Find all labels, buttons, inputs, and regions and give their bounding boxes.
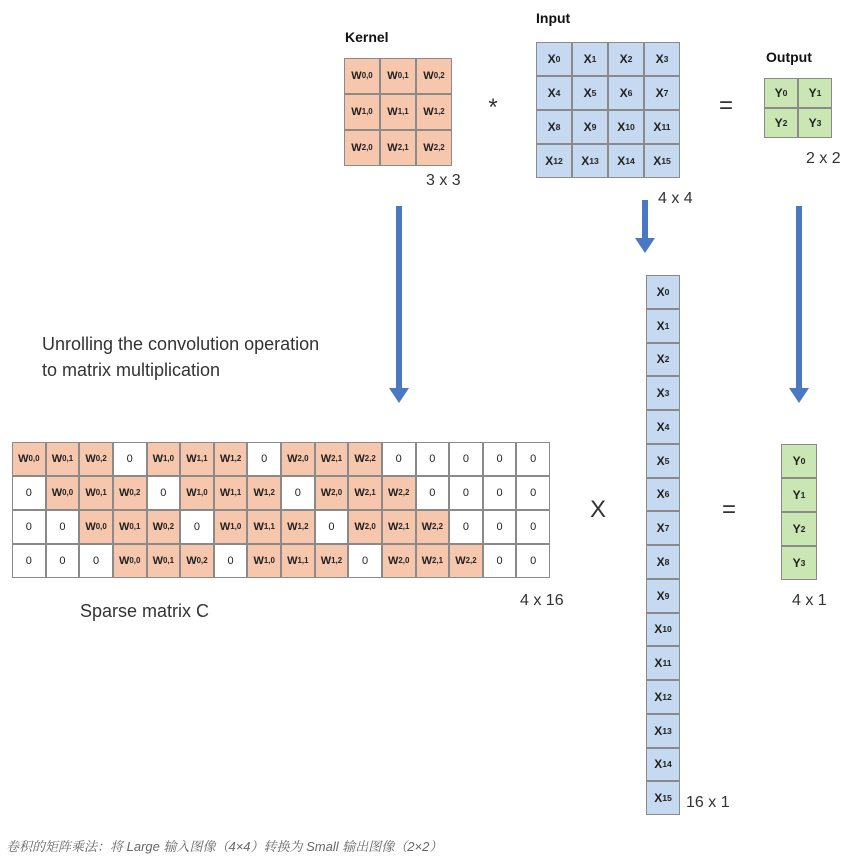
input-cell-base: X: [619, 52, 628, 66]
input-cell-base: X: [619, 86, 628, 100]
sparse-cell-base: 0: [395, 453, 402, 465]
sparse-cell-base: W: [354, 453, 365, 465]
kernel-cell: W 1,1: [380, 94, 416, 130]
sparse-cell: W 1,0: [214, 510, 248, 544]
x-vector-cell-base: X: [656, 419, 665, 434]
sparse-cell-base: W: [51, 453, 63, 465]
sparse-cell: W 0,0: [12, 442, 46, 476]
sparse-cell: W 2,1: [416, 544, 450, 578]
sparse-cell-base: W: [186, 555, 197, 567]
x-vector-size-label: 16 x 1: [686, 794, 730, 811]
sparse-cell: W 1,0: [180, 476, 214, 510]
sparse-cell-base: 0: [496, 453, 503, 465]
x-vector-cell-base: X: [656, 318, 665, 333]
sparse-cell: [12, 476, 46, 510]
y-vector-cell: Y 2: [781, 512, 817, 546]
sparse-cell-base: 0: [462, 487, 469, 499]
sparse-cell-base: W: [287, 555, 298, 567]
sparse-cell-base: 0: [462, 453, 469, 465]
sparse-cell: W 0,1: [113, 510, 147, 544]
sparse-cell-base: 0: [59, 555, 66, 567]
x-vector-cell: X 7: [646, 511, 680, 545]
sparse-cell-base: 0: [530, 487, 537, 499]
x-vector-cell-base: X: [656, 521, 665, 536]
kernel-title: Kernel: [345, 29, 389, 45]
x-vector-cell-base: X: [656, 588, 665, 603]
sparse-cell-base: W: [354, 521, 365, 533]
sparse-cell-base: 0: [530, 521, 537, 533]
kernel-cell-base: W: [423, 142, 434, 154]
kernel-cell-base: W: [423, 70, 434, 82]
input-cell: X 6: [608, 76, 644, 110]
y-vector-cell: Y 1: [781, 478, 817, 512]
input-cell-base: X: [547, 120, 556, 134]
sparse-cell: [214, 544, 248, 578]
sparse-cell: W 2,2: [348, 442, 382, 476]
input-cell-base: X: [581, 154, 590, 168]
x-vector-cell-base: X: [656, 352, 665, 367]
sparse-cell: W 1,2: [281, 510, 315, 544]
sparse-cell-base: W: [118, 555, 130, 567]
sparse-cell-base: 0: [160, 487, 167, 499]
sparse-cell-base: 0: [25, 555, 32, 567]
sparse-cell: [483, 442, 517, 476]
sparse-cell: W 0,0: [46, 476, 80, 510]
kernel-cell: W 2,2: [416, 130, 452, 166]
sparse-cell-base: W: [320, 487, 332, 499]
input-cell-base: X: [545, 154, 554, 168]
sparse-cell-base: 0: [496, 521, 503, 533]
x-vector-cell-base: X: [656, 554, 665, 569]
sparse-cell: [516, 544, 550, 578]
x-vector-cell-base: X: [656, 386, 665, 401]
input-cell-base: X: [583, 120, 592, 134]
annotation-line-1: Unrolling the convolution operation: [42, 334, 320, 354]
output-cell: Y 1: [798, 78, 832, 108]
sparse-cell: W 2,2: [449, 544, 483, 578]
kernel-cell-base: W: [387, 106, 398, 118]
sparse-cell: W 1,0: [247, 544, 281, 578]
kernel-cell: W 2,1: [380, 130, 416, 166]
input-cell: X 0: [536, 42, 572, 76]
input-cell: X 3: [644, 42, 680, 76]
x-vector-cell-base: X: [654, 656, 663, 671]
sparse-cell: W 0,1: [79, 476, 113, 510]
sparse-cell-base: 0: [93, 555, 100, 567]
sparse-cell-base: W: [118, 521, 130, 533]
sparse-cell: W 0,0: [113, 544, 147, 578]
sparse-cell-base: W: [152, 555, 163, 567]
sparse-cell: W 0,2: [147, 510, 181, 544]
sparse-cell-base: 0: [429, 487, 436, 499]
sparse-cell-base: W: [387, 555, 399, 567]
sparse-cell: W 2,0: [315, 476, 349, 510]
x-vector-cell: X 6: [646, 478, 680, 512]
output-size-label: 2 x 2: [806, 150, 841, 167]
sparse-cell: [79, 544, 113, 578]
equals-operator-top: =: [718, 92, 733, 119]
sparse-cell-base: W: [85, 487, 96, 499]
sparse-cell: [46, 510, 80, 544]
x-vector-cell-base: X: [654, 689, 663, 704]
sparse-cell: W 2,1: [382, 510, 416, 544]
output-title: Output: [766, 49, 812, 65]
kernel-cell-base: W: [351, 106, 362, 118]
kernel-cell-base: W: [423, 106, 434, 118]
sparse-cell: [382, 442, 416, 476]
x-vector-cell: X 10: [646, 613, 680, 647]
input-cell-base: X: [653, 120, 662, 134]
x-vector-cell-base: X: [654, 757, 663, 772]
input-cell-base: X: [547, 86, 556, 100]
sparse-cell-base: W: [152, 453, 163, 465]
sparse-cell: [416, 442, 450, 476]
sparse-cell-base: W: [186, 453, 197, 465]
input-cell: X 9: [572, 110, 608, 144]
output-cell: Y 3: [798, 108, 832, 138]
figure-caption: 卷积的矩阵乘法：将 Large 输入图像（4×4）转换为 Small 输出图像（2×2）: [6, 839, 443, 854]
sparse-cell: W 1,1: [180, 442, 214, 476]
sparse-cell: [516, 442, 550, 476]
sparse-cell: [12, 544, 46, 578]
x-vector-cell: X 0: [646, 275, 680, 309]
sparse-cell: W 1,1: [214, 476, 248, 510]
input-cell: X 5: [572, 76, 608, 110]
input-cell-base: X: [655, 52, 664, 66]
sparse-cell: W 1,2: [247, 476, 281, 510]
sparse-cell-base: W: [320, 453, 332, 465]
sparse-cell: [348, 544, 382, 578]
x-vector-cell: X 15: [646, 781, 680, 815]
sparse-size-label: 4 x 16: [520, 592, 564, 609]
sparse-cell-base: 0: [362, 555, 369, 567]
sparse-cell: W 2,0: [382, 544, 416, 578]
sparse-cell: W 2,0: [281, 442, 315, 476]
input-size-label: 4 x 4: [658, 190, 693, 207]
sparse-cell: W 2,1: [315, 442, 349, 476]
sparse-cell: [483, 510, 517, 544]
input-cell: X 10: [608, 110, 644, 144]
kernel-cell: W 1,0: [344, 94, 380, 130]
sparse-cell: [449, 476, 483, 510]
sparse-cell-base: 0: [25, 521, 32, 533]
sparse-cell-base: 0: [261, 453, 268, 465]
equals-operator-bottom: =: [721, 496, 736, 523]
sparse-cell: [315, 510, 349, 544]
x-vector-cell: X 3: [646, 376, 680, 410]
sparse-cell: W 2,0: [348, 510, 382, 544]
sparse-cell-base: W: [18, 453, 29, 465]
sparse-cell: [12, 510, 46, 544]
sparse-cell-base: W: [219, 521, 231, 533]
sparse-cell-base: W: [320, 555, 332, 567]
input-cell-base: X: [653, 154, 662, 168]
x-vector-cell-base: X: [654, 622, 663, 637]
sparse-cell-base: W: [354, 487, 365, 499]
sparse-cell-base: 0: [227, 555, 234, 567]
y-vector-cell: Y 3: [781, 546, 817, 580]
y-vector-cell: Y 0: [781, 444, 817, 478]
x-vector-cell: X 13: [646, 714, 680, 748]
sparse-cell-base: 0: [328, 521, 335, 533]
x-vector-cell-base: X: [654, 791, 663, 806]
sparse-cell: [46, 544, 80, 578]
sparse-cell-base: W: [152, 521, 163, 533]
arrow-input-down: [635, 200, 655, 253]
x-vector-cell-base: X: [656, 487, 665, 502]
sparse-cell-base: W: [253, 555, 264, 567]
input-cell: X 11: [644, 110, 680, 144]
sparse-cell: [483, 544, 517, 578]
sparse-cell: [449, 442, 483, 476]
y-vector: [781, 444, 817, 580]
y-vector-cell-base: Y: [792, 454, 801, 468]
output-cell: Y 2: [764, 108, 798, 138]
sparse-cell: [516, 510, 550, 544]
convolve-operator: *: [488, 94, 498, 121]
sparse-cell: W 1,1: [281, 544, 315, 578]
sparse-cell-base: 0: [496, 555, 503, 567]
y-vector-cell-base: Y: [792, 556, 801, 570]
x-vector-cell-base: X: [654, 723, 663, 738]
sparse-cell: W 0,1: [147, 544, 181, 578]
x-vector: [646, 275, 680, 815]
sparse-cell: W 0,2: [79, 442, 113, 476]
sparse-cell: [180, 510, 214, 544]
sparse-cell-base: W: [186, 487, 197, 499]
x-vector-cell: X 1: [646, 309, 680, 343]
input-cell: X 14: [608, 144, 644, 178]
kernel-cell-base: W: [351, 70, 362, 82]
sparse-cell-base: 0: [193, 521, 200, 533]
sparse-cell: [449, 510, 483, 544]
output-cell-base: Y: [774, 86, 783, 100]
kernel-cell-base: W: [387, 142, 398, 154]
multiply-operator: X: [589, 496, 606, 523]
arrow-output-down: [789, 206, 809, 403]
input-cell-base: X: [617, 154, 626, 168]
y-vector-cell-base: Y: [792, 522, 801, 536]
sparse-cell-base: W: [387, 521, 399, 533]
sparse-cell: [416, 476, 450, 510]
sparse-cell: W 2,2: [416, 510, 450, 544]
sparse-cell: W 1,2: [214, 442, 248, 476]
kernel-cell: W 1,2: [416, 94, 452, 130]
sparse-cell: [147, 476, 181, 510]
sparse-cell-base: 0: [429, 453, 436, 465]
x-vector-cell-base: X: [656, 453, 665, 468]
kernel-cell: W 0,1: [380, 58, 416, 94]
sparse-cell-base: W: [287, 453, 298, 465]
sparse-cell: W 0,2: [180, 544, 214, 578]
sparse-cell: W 1,2: [315, 544, 349, 578]
input-cell: X 2: [608, 42, 644, 76]
sparse-cell: W 0,0: [79, 510, 113, 544]
arrow-kernel-down: [389, 206, 409, 403]
annotation-line-2: to matrix multiplication: [42, 360, 221, 380]
sparse-matrix: [12, 442, 550, 578]
sparse-cell: W 0,2: [113, 476, 147, 510]
y-vector-size-label: 4 x 1: [792, 592, 827, 609]
input-cell-base: X: [655, 86, 664, 100]
sparse-cell: [247, 442, 281, 476]
input-cell: X 13: [572, 144, 608, 178]
sparse-cell: W 1,1: [247, 510, 281, 544]
input-cell-base: X: [583, 86, 592, 100]
sparse-cell: [113, 442, 147, 476]
x-vector-cell: X 14: [646, 748, 680, 782]
input-cell: X 12: [536, 144, 572, 178]
sparse-cell-base: W: [219, 453, 231, 465]
sparse-matrix-label: Sparse matrix C: [80, 601, 210, 621]
x-vector-cell: X 9: [646, 579, 680, 613]
kernel-cell: W 0,2: [416, 58, 452, 94]
sparse-cell-base: W: [85, 521, 96, 533]
sparse-cell: W 0,1: [46, 442, 80, 476]
sparse-cell: [281, 476, 315, 510]
sparse-cell-base: 0: [126, 453, 133, 465]
sparse-cell-base: 0: [530, 555, 537, 567]
sparse-cell-base: W: [287, 521, 298, 533]
sparse-cell-base: W: [253, 521, 264, 533]
sparse-cell-base: 0: [59, 521, 66, 533]
sparse-cell-base: W: [421, 521, 432, 533]
kernel-cell-base: W: [351, 142, 362, 154]
y-vector-cell-base: Y: [792, 488, 801, 502]
sparse-cell: [483, 476, 517, 510]
sparse-cell-base: W: [421, 555, 432, 567]
output-cell-base: Y: [808, 86, 817, 100]
x-vector-cell: X 5: [646, 444, 680, 478]
kernel-cell: W 2,0: [344, 130, 380, 166]
input-cell: X 8: [536, 110, 572, 144]
sparse-cell-base: W: [387, 487, 399, 499]
sparse-cell-base: 0: [496, 487, 503, 499]
input-cell: X 7: [644, 76, 680, 110]
x-vector-cell: X 4: [646, 410, 680, 444]
kernel-cell: W 0,0: [344, 58, 380, 94]
x-vector-cell: X 8: [646, 545, 680, 579]
sparse-cell-base: W: [85, 453, 96, 465]
input-cell-base: X: [583, 52, 592, 66]
x-vector-cell-base: X: [656, 284, 665, 299]
sparse-cell: W 2,2: [382, 476, 416, 510]
x-vector-cell: X 12: [646, 680, 680, 714]
input-cell-base: X: [547, 52, 556, 66]
sparse-cell-base: W: [253, 487, 264, 499]
sparse-cell: W 1,0: [147, 442, 181, 476]
input-cell: X 1: [572, 42, 608, 76]
sparse-cell: W 2,1: [348, 476, 382, 510]
input-title: Input: [536, 10, 571, 26]
sparse-cell-base: W: [219, 487, 231, 499]
sparse-cell-base: 0: [530, 453, 537, 465]
sparse-cell-base: W: [118, 487, 130, 499]
output-cell-base: Y: [774, 116, 783, 130]
x-vector-cell: X 2: [646, 343, 680, 377]
sparse-cell: [516, 476, 550, 510]
input-cell-base: X: [617, 120, 626, 134]
sparse-cell-base: 0: [25, 487, 32, 499]
output-cell-base: Y: [808, 116, 817, 130]
kernel-cell-base: W: [387, 70, 398, 82]
sparse-cell-base: W: [455, 555, 466, 567]
sparse-cell-base: W: [51, 487, 63, 499]
output-cell: Y 0: [764, 78, 798, 108]
kernel-size-label: 3 x 3: [426, 172, 461, 189]
sparse-cell-base: 0: [462, 521, 469, 533]
sparse-cell-base: 0: [294, 487, 301, 499]
input-cell: X 4: [536, 76, 572, 110]
x-vector-cell: X 11: [646, 646, 680, 680]
input-cell: X 15: [644, 144, 680, 178]
